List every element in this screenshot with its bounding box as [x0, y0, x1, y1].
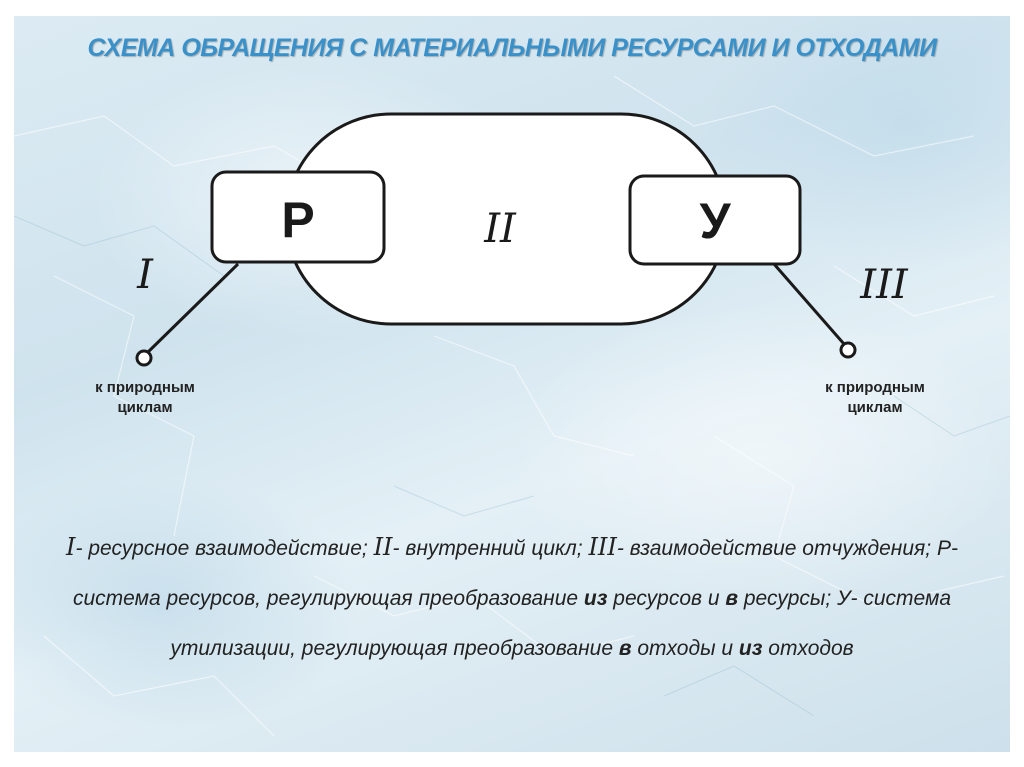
legend-text-5-mid: отходы и	[631, 637, 739, 660]
legend-roman-2: II	[373, 533, 393, 561]
right-caption-line1: к природным	[825, 379, 925, 396]
legend-text-4: - система ресурсов, регулирующая преобразование	[72, 537, 958, 610]
legend-bold-v-1: в	[725, 587, 739, 610]
resource-interaction-label: I	[137, 252, 153, 298]
legend-text-3: - взаимодействие отчуждения;	[616, 537, 937, 560]
legend-text-2: - внутренний цикл;	[392, 537, 589, 560]
legend-letter-u: У	[837, 587, 851, 610]
right-terminal-circle	[841, 343, 855, 357]
legend-bold-iz-2: из	[738, 637, 763, 660]
legend-text	[54, 522, 970, 674]
resource-system-label: Р	[281, 192, 315, 248]
left-terminal-circle	[137, 351, 151, 365]
right-connector-line	[774, 264, 844, 344]
legend-text-5-end: отходов	[762, 637, 854, 660]
alienation-interaction-label: III	[860, 262, 908, 308]
legend-text-1: - ресурсное взаимодействие;	[75, 537, 374, 560]
left-caption	[70, 378, 220, 418]
legend-text-4-end: ресурсы;	[738, 587, 838, 610]
legend-bold-v-2: в	[618, 637, 632, 660]
left-connector-line	[146, 264, 238, 354]
slide	[14, 16, 1010, 752]
legend-bold-iz-1: из	[583, 587, 608, 610]
legend-roman-3: III	[588, 533, 617, 561]
legend-roman-1: I	[66, 533, 76, 561]
legend-text-5: - система утилизации, регулирующая преобразование	[170, 587, 952, 660]
legend-letter-r: Р	[936, 537, 951, 560]
right-caption-line2: циклам	[847, 399, 903, 416]
utilization-system-label: У	[699, 193, 731, 249]
left-caption-line2: циклам	[117, 399, 173, 416]
inner-cycle-label: II	[484, 206, 516, 252]
legend-text-4-mid: ресурсов и	[607, 587, 726, 610]
slide-title: СХЕМА ОБРАЩЕНИЯ С МАТЕРИАЛЬНЫМИ РЕСУРСАМИ И ОТХОДАМИ	[87, 34, 937, 62]
left-caption-line1: к природным	[95, 379, 195, 396]
right-caption	[800, 378, 950, 418]
